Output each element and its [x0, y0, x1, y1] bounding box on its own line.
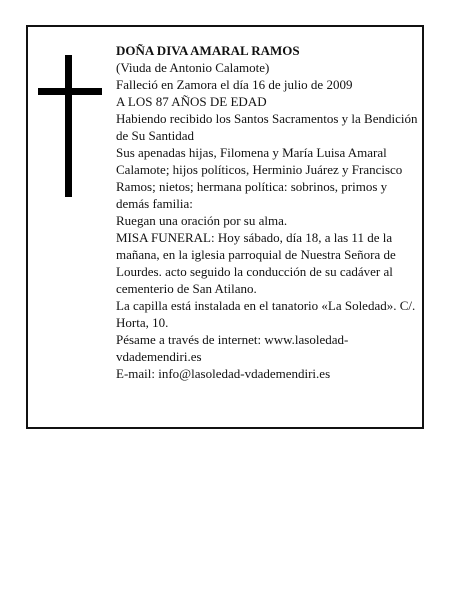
obituary-notice [26, 25, 424, 429]
funeral-paragraph: MISA FUNERAL: Hoy sábado, día 18, a las 11 de la mañana, en la iglesia parroquial de Nuestra Señora de Lourdes. acto seguido la conducción de su cadáver al cementerio de San Atilano. [116, 230, 396, 296]
prayer-line: Ruegan una oración por su alma. [116, 213, 288, 228]
cross-vertical-bar [65, 55, 72, 197]
cross-icon [38, 55, 102, 197]
deceased-name: DOÑA DIVA AMARAL RAMOS [116, 43, 300, 58]
chapel-paragraph: La capilla está instalada en el tanatorio «La Soledad». C/. Horta, 10. [116, 298, 416, 330]
condolences-paragraph: Pésame a través de internet: www.lasoledad-vdademendiri.es [116, 332, 349, 364]
sacraments-paragraph: Habiendo recibido los Santos Sacramentos y la Bendición de Su Santidad [116, 111, 418, 143]
obituary-text [116, 42, 421, 382]
family-paragraph: Sus apenadas hijas, Filomena y María Luisa Amaral Calamote; hijos políticos, Herminio Juárez y Francisco Ramos; nietos; hermana política: sobrinos, primos y demás familia: [116, 145, 403, 211]
age-line: A LOS 87 AÑOS DE EDAD [116, 94, 267, 109]
cross-horizontal-bar [38, 88, 102, 95]
email-line: E-mail: info@lasoledad-vdademendiri.es [116, 366, 331, 381]
death-line: Falleció en Zamora el día 16 de julio de 2009 [116, 77, 353, 92]
widow-of-line: (Viuda de Antonio Calamote) [116, 60, 270, 75]
